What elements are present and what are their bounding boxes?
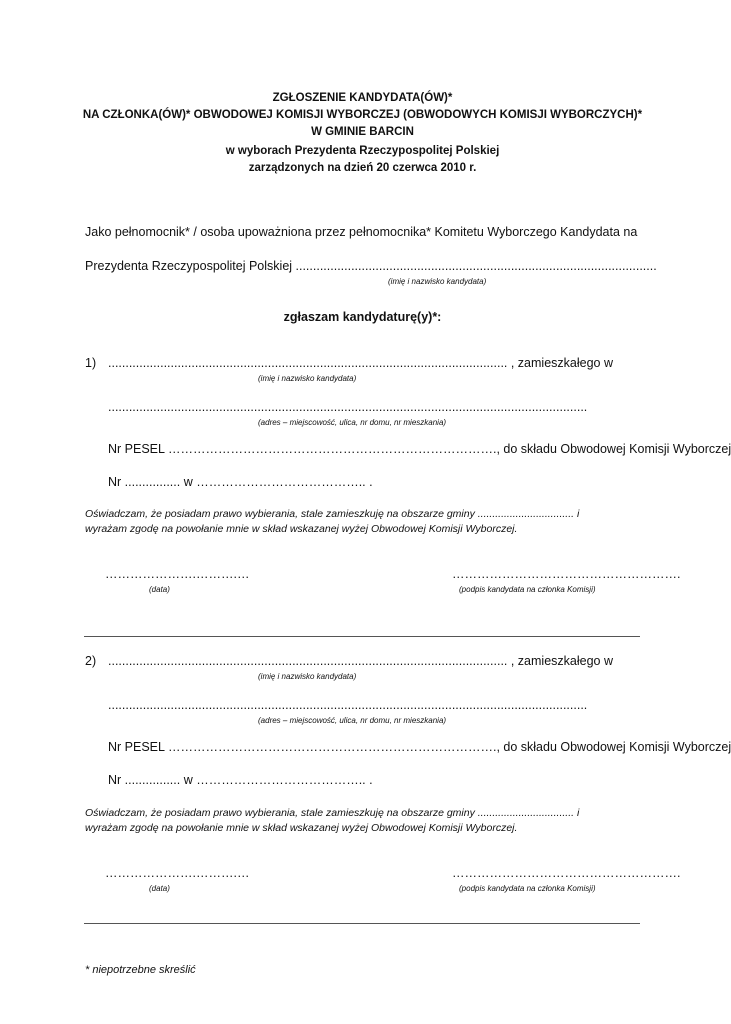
candidate-sign-dots[interactable]: ………………………………………………. [452, 567, 681, 581]
candidate-number: 2) [85, 654, 97, 668]
candidate-date-dots[interactable]: ………………….……….… [105, 866, 250, 880]
candidate-address-line[interactable]: .......................................................................................................................................... [108, 698, 588, 712]
footnote: * niepotrzebne skreślić [85, 964, 196, 976]
candidate-sign-dots[interactable]: ………………………………………………. [452, 866, 681, 880]
candidate-pesel-line[interactable]: Nr PESEL ……………………………………………………………………., do składu Obwodowej Komisji Wyborczej [108, 442, 731, 456]
candidate-sign-hint: (podpis kandydata na członka Komisji) [459, 585, 596, 594]
title-line-2: NA CZŁONKA(ÓW)* OBWODOWEJ KOMISJI WYBORCZEJ (OBWODOWYCH KOMISJI WYBORCZYCH)* [82, 109, 643, 121]
candidate-name-hint: (imię i nazwisko kandydata) [258, 374, 357, 383]
candidate-statement-2: wyrażam zgodę na powołanie mnie w skład wskazanej wyżej Obwodowej Komisji Wyborczej. [85, 523, 518, 535]
title-line-4: w wyborach Prezydenta Rzeczypospolitej Polskiej [225, 145, 500, 157]
divider-1 [84, 636, 640, 637]
intro-line-2: Prezydenta Rzeczypospolitej Polskiej ........................................................................................................ [85, 259, 657, 273]
candidate-address-line[interactable]: .......................................................................................................................................... [108, 400, 588, 414]
title-line-5: zarządzonych na dzień 20 czerwca 2010 r. [248, 162, 477, 174]
candidate-pesel-line[interactable]: Nr PESEL ……………………………………………………………………., do składu Obwodowej Komisji Wyborczej [108, 740, 731, 754]
candidate-name-hint: (imię i nazwisko kandydata) [258, 672, 357, 681]
candidate-sign-hint: (podpis kandydata na członka Komisji) [459, 884, 596, 893]
candidate-address-hint: (adres – miejscowość, ulica, nr domu, nr mieszkania) [258, 716, 447, 725]
candidate-date-hint: (data) [149, 585, 170, 594]
candidate-name-line[interactable]: ................................................................................................................... , zamieszkałego w [108, 654, 613, 668]
candidate-name-line[interactable]: ................................................................................................................... , zamieszkałego w [108, 356, 613, 370]
candidate-statement-1: Oświadczam, że posiadam prawo wybierania, stale zamieszkuję na obszarze gminy ................................. i [85, 508, 580, 520]
candidate-statement-2: wyrażam zgodę na powołanie mnie w skład wskazanej wyżej Obwodowej Komisji Wyborczej. [85, 822, 518, 834]
candidate-number: 1) [85, 356, 97, 370]
candidate-address-hint: (adres – miejscowość, ulica, nr domu, nr mieszkania) [258, 418, 447, 427]
title-line-1: ZGŁOSZENIE KANDYDATA(ÓW)* [272, 92, 453, 104]
candidate-statement-1: Oświadczam, że posiadam prawo wybierania, stale zamieszkuję na obszarze gminy ................................. i [85, 807, 580, 819]
intro-line-1: Jako pełnomocnik* / osoba upoważniona przez pełnomocnika* Komitetu Wyborczego Kandydata na [85, 225, 638, 239]
intro-hint: (imię i nazwisko kandydata) [388, 277, 487, 286]
candidate-date-hint: (data) [149, 884, 170, 893]
candidate-nr-line[interactable]: Nr ................ w ………………………………….. . [108, 475, 373, 489]
divider-2 [84, 923, 640, 924]
title-line-3: W GMINIE BARCIN [311, 126, 414, 138]
candidate-date-dots[interactable]: ………………….……….… [105, 567, 250, 581]
candidate-nr-line[interactable]: Nr ................ w ………………………………….. . [108, 773, 373, 787]
declare-heading: zgłaszam kandydaturę(y)*: [283, 310, 442, 324]
